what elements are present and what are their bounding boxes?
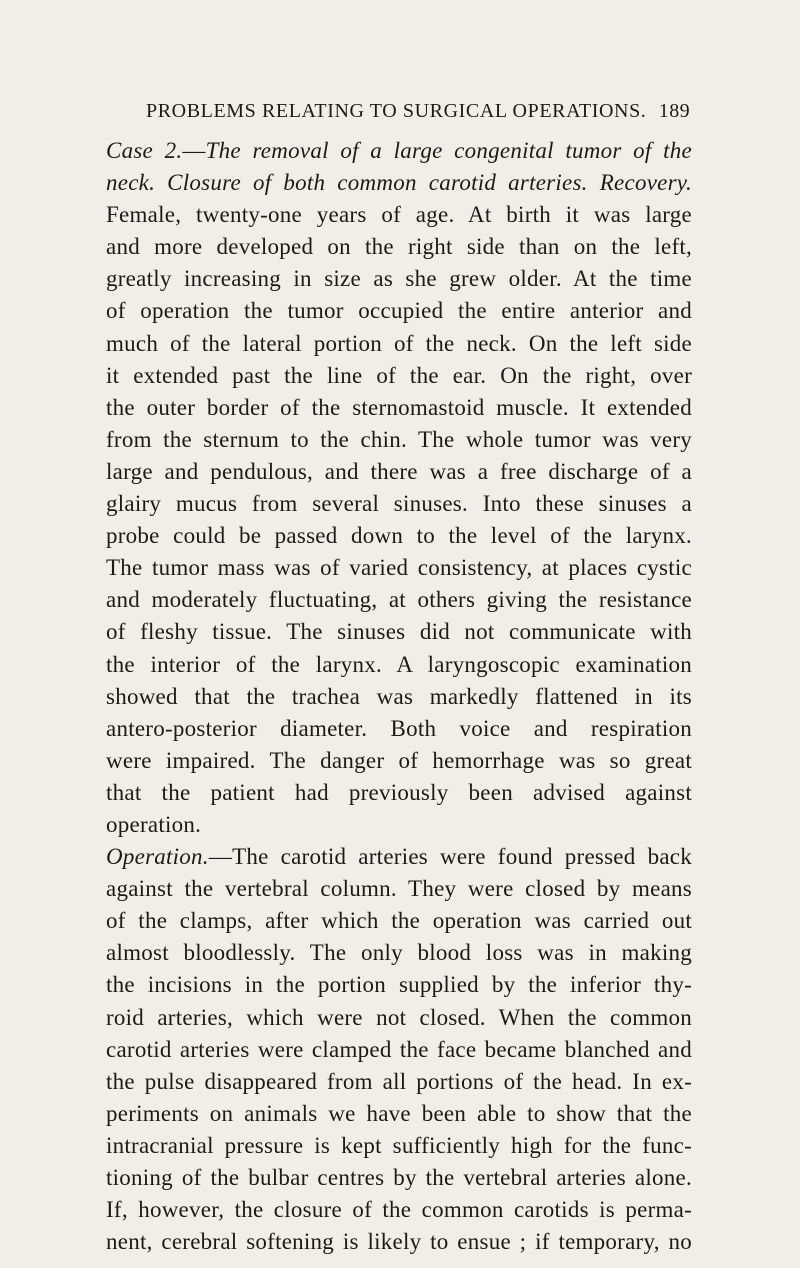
operation-first-line [106, 841, 692, 873]
operation-first-line-text: The carotid arteries were found pressed back [232, 844, 692, 870]
text-line: operation. [106, 811, 202, 837]
case-heading-line-2: neck. Closure of both common carotid arteries. Recovery. [106, 170, 692, 196]
text-line: carotid arteries were clamped the face became blanched and [106, 1036, 692, 1062]
running-head [104, 96, 690, 126]
operation-dash: — [208, 844, 233, 870]
text-line: the interior of the larynx. A laryngoscopic examination [106, 651, 692, 677]
text-line: of operation the tumor occupied the entire anterior and [106, 298, 692, 324]
text-line: glairy mucus from several sinuses. Into these sinuses a [106, 491, 692, 517]
text-line: of the clamps, after which the operation was carried out [106, 908, 692, 934]
text-line: were impaired. The danger of hemorrhage was so great [106, 747, 692, 773]
paragraph-2 [106, 841, 692, 1258]
text-line: probe could be passed down to the level of the larynx. [106, 523, 692, 549]
operation-label: Operation. [106, 844, 209, 870]
text-line: almost bloodlessly. The only blood loss was in making [106, 940, 692, 966]
text-line: it extended past the line of the ear. On the right, over [106, 362, 692, 388]
text-line: the incisions in the portion supplied by the inferior thy- [106, 972, 692, 998]
text-line: that the patient had previously been advised against [106, 779, 692, 805]
text-line: roid arteries, which were not closed. When the common [106, 1004, 692, 1030]
text-line: showed that the trachea was markedly flattened in its [106, 683, 692, 709]
text-line: antero-posterior diameter. Both voice and respiration [106, 715, 692, 741]
text-line: and moderately fluctuating, at others giving the resistance [106, 587, 692, 613]
body-text [106, 135, 692, 1258]
text-line: the pulse disappeared from all portions of the head. In ex- [106, 1068, 692, 1094]
text-line: Female, twenty-one years of age. At birth it was large [106, 202, 692, 228]
text-line: the outer border of the sternomastoid muscle. It extended [106, 394, 692, 420]
running-head-title: PROBLEMS RELATING TO SURGICAL OPERATIONS. [146, 100, 647, 122]
case-title-part-1: The removal of a large congenital tumor of the [205, 138, 693, 163]
page-number: 189 [658, 100, 690, 122]
text-line: If, however, the closure of the common carotids is perma- [106, 1197, 692, 1223]
text-line: much of the lateral portion of the neck. On the left side [106, 330, 692, 356]
text-line: greatly increasing in size as she grew older. At the time [106, 266, 692, 292]
text-line: nent, cerebral softening is likely to ensue ; if temporary, no [106, 1229, 692, 1255]
paragraph-1 [106, 199, 692, 841]
text-line: of fleshy tissue. The sinuses did not communicate with [106, 619, 692, 645]
case-heading-line-1 [106, 135, 692, 167]
case-dash: — [182, 138, 206, 163]
text-line: against the vertebral column. They were closed by means [106, 876, 692, 902]
text-line: and more developed on the right side than on the left, [106, 234, 692, 260]
text-line: intracranial pressure is kept sufficiently high for the func- [106, 1132, 692, 1158]
text-line: periments on animals we have been able to show that the [106, 1100, 692, 1126]
text-line: large and pendulous, and there was a free discharge of a [106, 458, 692, 484]
case-label: Case 2. [106, 138, 183, 163]
text-line: from the sternum to the chin. The whole tumor was very [106, 426, 692, 452]
text-line: tioning of the bulbar centres by the vertebral arteries alone. [106, 1165, 692, 1190]
text-line: The tumor mass was of varied consistency, at places cystic [106, 555, 692, 581]
